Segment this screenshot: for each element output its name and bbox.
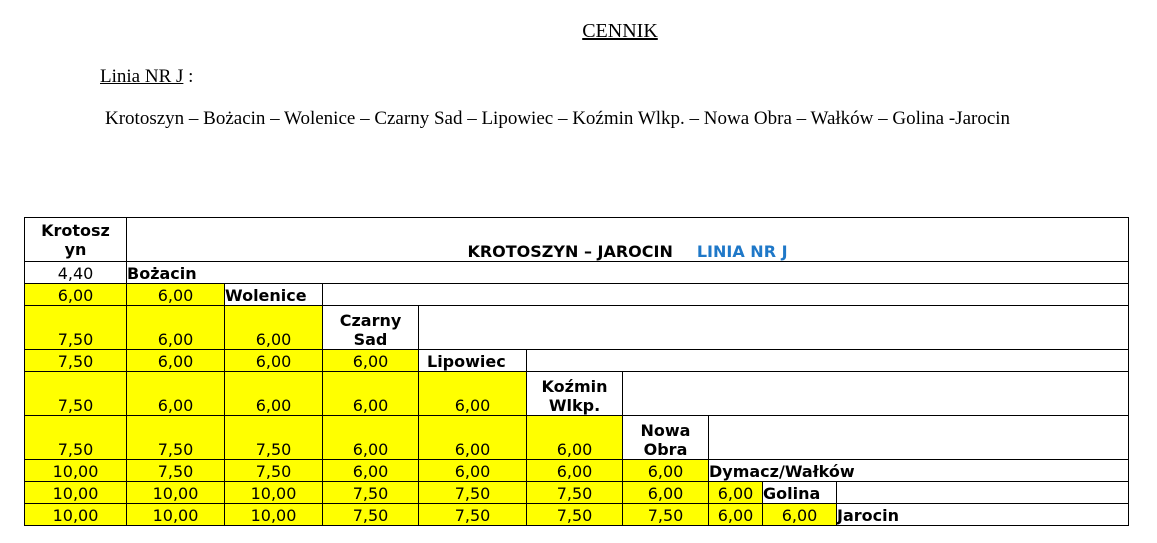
fare-cell: 6,00 (623, 460, 709, 482)
stop-lipowiec: Lipowiec (419, 350, 527, 372)
fare-cell: 10,00 (25, 504, 127, 526)
fare-cell: 7,50 (25, 306, 127, 350)
empty-cell (419, 306, 1129, 350)
fare-cell: 6,00 (127, 306, 225, 350)
fare-cell: 6,00 (419, 416, 527, 460)
stop-kozmin (527, 372, 623, 416)
empty-cell (623, 372, 1129, 416)
fare-cell: 6,00 (127, 284, 225, 306)
fare-cell: 4,40 (25, 262, 127, 284)
fare-cell: 6,00 (225, 372, 323, 416)
stop-wolenice: Wolenice (225, 284, 323, 306)
stop-bozacin: Bożacin (127, 262, 1129, 284)
fare-cell: 6,00 (527, 416, 623, 460)
table-row (25, 416, 1129, 460)
fare-cell: 6,00 (127, 372, 225, 416)
fare-cell: 6,00 (25, 284, 127, 306)
table-row (25, 284, 1129, 306)
stop-golina: Golina (763, 482, 837, 504)
fare-cell: 10,00 (25, 482, 127, 504)
table-row (25, 350, 1129, 372)
stop-dymacz-walkow: Dymacz/Wałków (709, 460, 1129, 482)
fare-cell: 7,50 (25, 372, 127, 416)
fare-cell: 6,00 (763, 504, 837, 526)
stop-jarocin: Jarocin (837, 504, 1129, 526)
fare-cell: 6,00 (623, 482, 709, 504)
route-header (127, 218, 1129, 262)
document-title: CENNIK (582, 20, 658, 42)
fare-cell: 10,00 (127, 482, 225, 504)
fare-cell: 6,00 (419, 372, 527, 416)
table-row (25, 372, 1129, 416)
table-row (25, 262, 1129, 284)
fare-cell: 6,00 (709, 482, 763, 504)
fare-cell: 10,00 (25, 460, 127, 482)
fare-cell: 6,00 (225, 306, 323, 350)
table-header-row (25, 218, 1129, 262)
table-row (25, 504, 1129, 526)
fare-cell: 6,00 (225, 350, 323, 372)
table-row (25, 460, 1129, 482)
fare-cell: 7,50 (419, 482, 527, 504)
line-label (100, 66, 193, 88)
fare-cell: 6,00 (323, 350, 419, 372)
stop-kozmin-label: Koźmin Wlkp. (541, 377, 608, 415)
stop-krotoszyn-label: Krotosz yn (41, 220, 110, 259)
fare-cell: 6,00 (323, 460, 419, 482)
fare-cell: 6,00 (323, 416, 419, 460)
fare-cell: 7,50 (127, 416, 225, 460)
empty-cell (837, 482, 1129, 504)
fare-cell: 7,50 (25, 350, 127, 372)
fare-cell: 6,00 (127, 350, 225, 372)
fare-cell: 7,50 (527, 504, 623, 526)
fare-cell: 10,00 (127, 504, 225, 526)
fare-cell: 10,00 (225, 482, 323, 504)
table-row (25, 306, 1129, 350)
stop-czarny-sad (323, 306, 419, 350)
empty-cell (527, 350, 1129, 372)
fare-cell: 6,00 (323, 372, 419, 416)
fare-cell: 7,50 (25, 416, 127, 460)
line-label-text: Linia NR J (100, 66, 184, 87)
stop-krotoszyn (25, 218, 127, 262)
empty-cell (709, 416, 1129, 460)
route-description: Krotoszyn – Bożacin – Wolenice – Czarny Sad – Lipowiec – Koźmin Wlkp. – Nowa Obra – Wałków – Golina -Jarocin (105, 108, 1011, 129)
line-label-suffix: : (183, 66, 194, 87)
fare-cell: 6,00 (709, 504, 763, 526)
fare-cell: 10,00 (225, 504, 323, 526)
line-tag: LINIA NR J (696, 242, 788, 261)
fare-table (24, 217, 1129, 526)
fare-cell: 7,50 (623, 504, 709, 526)
stop-nowa-obra (623, 416, 709, 460)
fare-cell: 7,50 (323, 504, 419, 526)
fare-cell: 7,50 (127, 460, 225, 482)
route-title: KROTOSZYN – JAROCIN (467, 242, 673, 261)
fare-cell: 7,50 (527, 482, 623, 504)
fare-cell: 7,50 (225, 416, 323, 460)
stop-nowa-obra-label: Nowa Obra (640, 421, 691, 459)
fare-cell: 7,50 (419, 504, 527, 526)
empty-cell (323, 284, 1129, 306)
fare-cell: 6,00 (419, 460, 527, 482)
stop-czarny-sad-label: Czarny Sad (339, 311, 402, 349)
fare-cell: 6,00 (527, 460, 623, 482)
table-row (25, 482, 1129, 504)
fare-cell: 7,50 (323, 482, 419, 504)
fare-cell: 7,50 (225, 460, 323, 482)
